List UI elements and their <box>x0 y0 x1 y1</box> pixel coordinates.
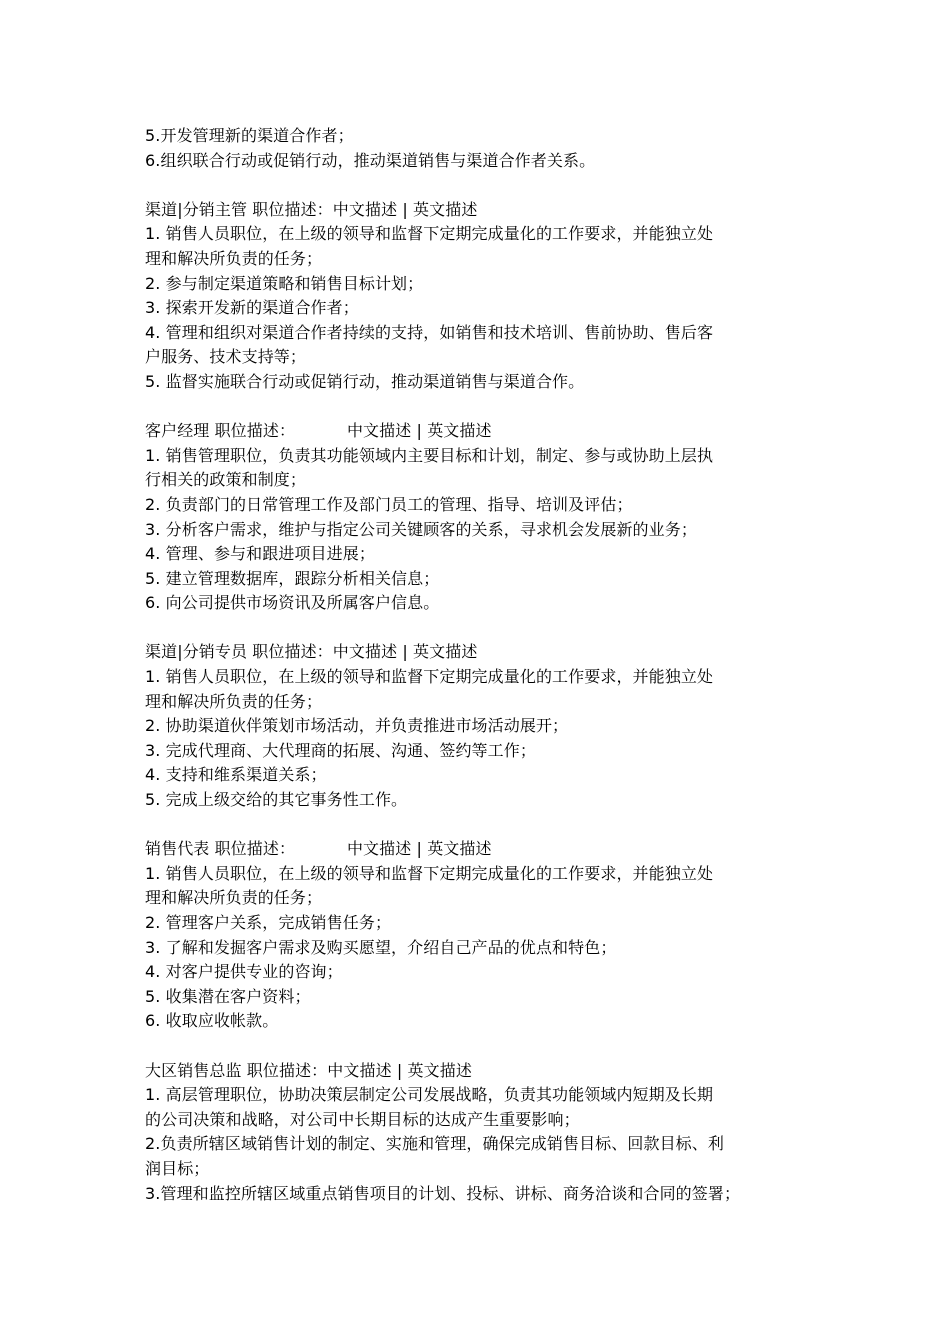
text-line: 2. 协助渠道伙伴策划市场活动，并负责推进市场活动展开； <box>145 716 569 736</box>
text-line: 5. 监督实施联合行动或促销行动，推动渠道销售与渠道合作。 <box>145 371 585 391</box>
text-line: 4. 对客户提供专业的咨询； <box>145 962 343 982</box>
text-line: 2. 负责部门的日常管理工作及部门员工的管理、指导、培训及评估； <box>145 494 633 514</box>
section-channel-specialist <box>145 640 825 812</box>
text-line: 理和解决所负责的任务； <box>145 691 323 711</box>
text-line: 1. 销售人员职位，在上级的领导和监督下定期完成量化的工作要求，并能独立处 <box>145 224 714 244</box>
text-line: 3. 分析客户需求，维护与指定公司关键顾客的关系，寻求机会发展新的业务； <box>145 519 697 539</box>
section-heading: 销售代表 职位描述： 中文描述 | 英文描述 <box>145 839 492 859</box>
text-line: 1. 销售管理职位，负责其功能领域内主要目标和计划，制定、参与或协助上层执 <box>145 445 714 465</box>
text-line: 6.组织联合行动或促销行动，推动渠道销售与渠道合作者关系。 <box>145 150 596 170</box>
text-line: 4. 支持和维系渠道关系； <box>145 765 327 785</box>
section-heading: 渠道|分销专员 职位描述：中文描述 | 英文描述 <box>145 642 478 662</box>
text-line: 3. 完成代理商、大代理商的拓展、沟通、签约等工作； <box>145 740 536 760</box>
section-heading: 渠道|分销主管 职位描述：中文描述 | 英文描述 <box>145 199 478 219</box>
section-heading: 大区销售总监 职位描述：中文描述 | 英文描述 <box>145 1060 472 1080</box>
text-line: 1. 销售人员职位，在上级的领导和监督下定期完成量化的工作要求，并能独立处 <box>145 667 714 687</box>
section-account-manager <box>145 419 825 616</box>
text-line: 2.负责所辖区域销售计划的制定、实施和管理，确保完成销售目标、回款目标、利 <box>145 1134 724 1154</box>
text-line: 6. 向公司提供市场资讯及所属客户信息。 <box>145 593 440 613</box>
document-page <box>145 124 825 1206</box>
text-line: 1. 销售人员职位，在上级的领导和监督下定期完成量化的工作要求，并能独立处 <box>145 863 714 883</box>
section-regional-sales-director <box>145 1059 825 1207</box>
paragraph-gap <box>145 173 825 198</box>
paragraph-gap <box>145 616 825 641</box>
text-line: 6. 收取应收帐款。 <box>145 1011 279 1031</box>
text-line: 4. 管理和组织对渠道合作者持续的支持，如销售和技术培训、售前协助、售后客 <box>145 322 714 342</box>
paragraph-gap <box>145 1034 825 1059</box>
text-line: 行相关的政策和制度； <box>145 470 307 490</box>
text-line: 的公司决策和战略，对公司中长期目标的达成产生重要影响； <box>145 1109 580 1129</box>
text-line: 5. 完成上级交给的其它事务性工作。 <box>145 790 408 810</box>
text-line: 2. 管理客户关系，完成销售任务； <box>145 913 392 932</box>
text-line: 3. 探索开发新的渠道合作者； <box>145 298 359 318</box>
text-line: 户服务、技术支持等； <box>145 347 307 367</box>
text-line: 4. 管理、参与和跟进项目进展； <box>145 544 375 564</box>
text-line: 3.管理和监控所辖区域重点销售项目的计划、投标、讲标、商务洽谈和合同的签署； <box>145 1183 741 1203</box>
text-line: 1. 高层管理职位，协助决策层制定公司发展战略，负责其功能领域内短期及长期 <box>145 1085 714 1105</box>
text-line: 润目标； <box>145 1158 210 1178</box>
paragraph-gap <box>145 395 825 420</box>
paragraph-gap <box>145 813 825 838</box>
text-line: 理和解决所负责的任务； <box>145 888 323 908</box>
text-line: 2. 参与制定渠道策略和销售目标计划； <box>145 273 424 293</box>
text-line: 5. 收集潜在客户资料； <box>145 986 311 1006</box>
text-line: 5.开发管理新的渠道合作者； <box>145 126 354 145</box>
text-line: 5. 建立管理数据库，跟踪分析相关信息； <box>145 568 440 588</box>
section-heading: 客户经理 职位描述： 中文描述 | 英文描述 <box>145 421 492 441</box>
text-line: 3. 了解和发掘客户需求及购买愿望，介绍自己产品的优点和特色； <box>145 937 617 957</box>
text-line: 理和解决所负责的任务； <box>145 248 323 268</box>
section-sales-representative <box>145 837 825 1034</box>
section-channel-supervisor <box>145 198 825 395</box>
